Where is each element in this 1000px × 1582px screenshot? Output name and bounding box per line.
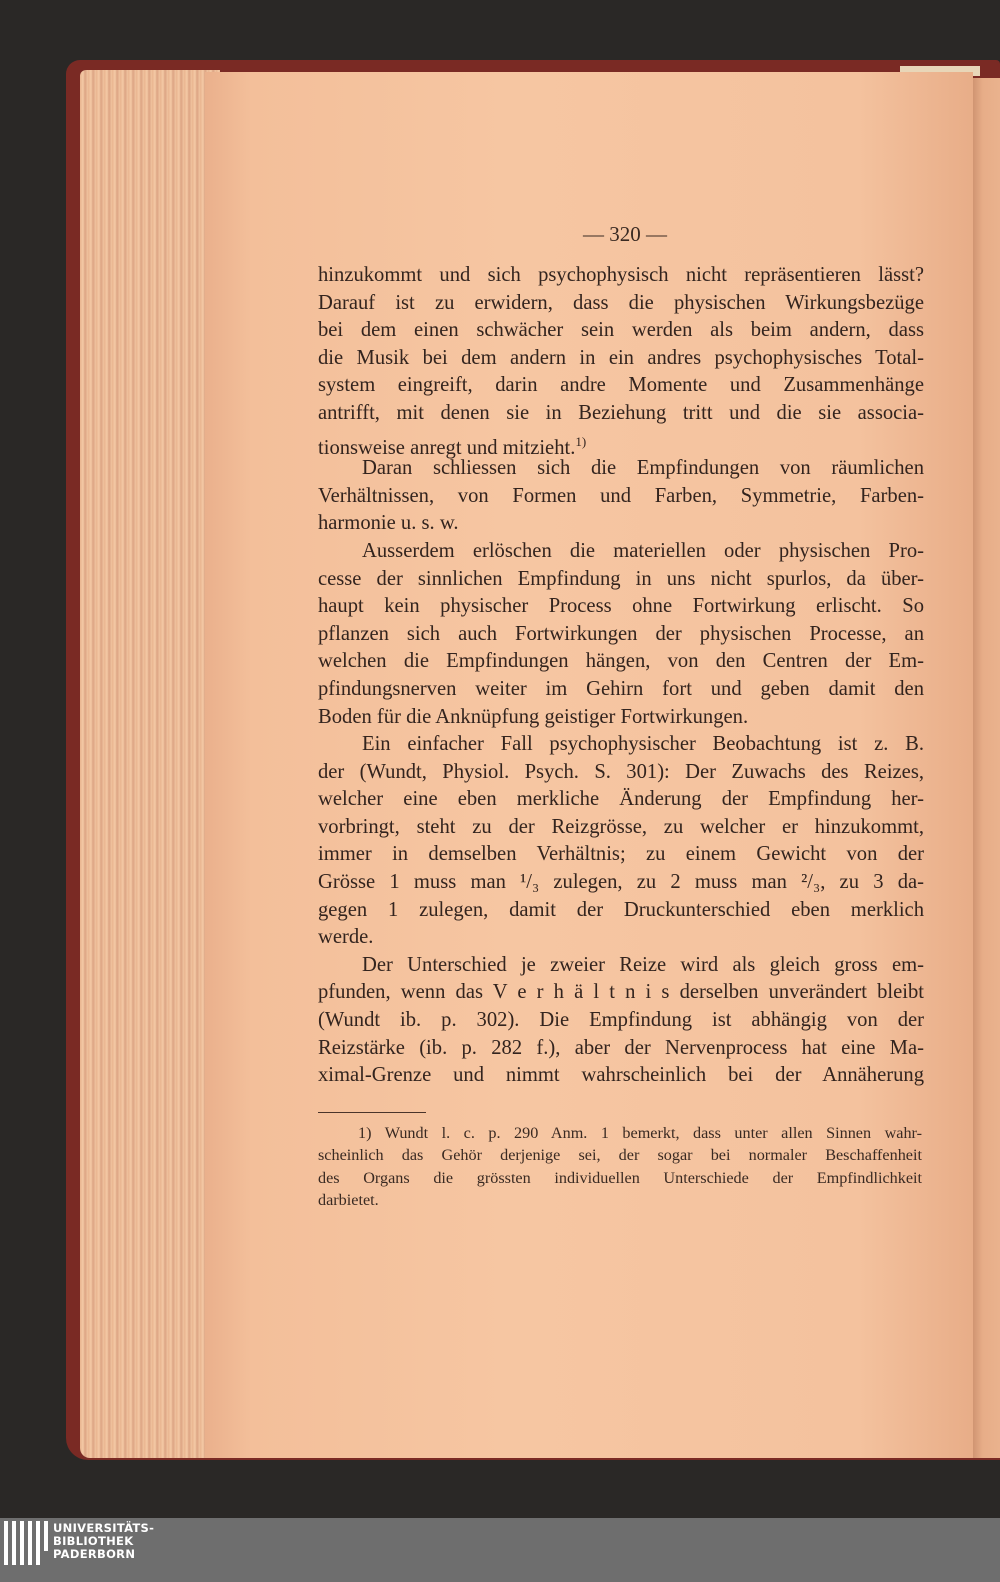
body-line — [318, 290, 924, 318]
body-line — [318, 786, 924, 814]
body-line — [318, 345, 924, 373]
page-stack-edge — [80, 70, 220, 1458]
footnote-line — [318, 1144, 922, 1166]
body-line-text: vorbringt, steht zu der Reizgrösse, zu welcher er hinzukommt, — [318, 815, 924, 838]
body-line — [318, 897, 924, 925]
footnote-marker: 1) — [575, 433, 587, 449]
body-text — [318, 262, 924, 1090]
body-line-text: (Wundt ib. p. 302). Die Empfindung ist abhängig von der — [318, 1009, 924, 1032]
body-line — [318, 1007, 924, 1035]
body-line-text: der (Wundt, Physiol. Psych. S. 301): Der Zuwachs des Reizes, — [318, 760, 924, 783]
body-line-text: werde. — [318, 926, 374, 949]
body-line-text: Boden für die Anknüpfung geistiger Fortwirkungen. — [318, 705, 749, 728]
footnote-rule — [318, 1112, 426, 1113]
body-line — [318, 1035, 924, 1063]
body-line — [318, 510, 924, 538]
body-line — [318, 372, 924, 400]
body-line — [318, 538, 924, 566]
body-line-text: immer in demselben Verhältnis; zu einem Gewicht von der — [318, 843, 924, 866]
page-number: — 320 — — [583, 222, 667, 246]
body-line — [318, 262, 924, 290]
footnote-line-text: des Organs die grössten individuellen Unterschiede der Empfindlichkeit — [318, 1168, 922, 1187]
body-line — [318, 869, 924, 897]
footnote-line — [318, 1167, 922, 1189]
body-line — [318, 952, 924, 980]
body-line-text: Reizstärke (ib. p. 282 f.), aber der Nervenprocess hat eine Ma- — [318, 1036, 924, 1059]
body-line — [318, 621, 924, 649]
body-line — [318, 483, 924, 511]
body-line-text: Grösse 1 muss man ¹/₃ zulegen, zu 2 muss man ²/₃, zu 3 da- — [318, 871, 924, 894]
body-line — [318, 428, 924, 459]
body-line-text: ximal-Grenze und nimmt wahrscheinlich bei der Annäherung — [318, 1064, 924, 1087]
body-line — [318, 731, 924, 759]
body-line-text: tionsweise anregt und mitzieht. — [318, 436, 576, 459]
library-logo-icon — [0, 1521, 60, 1569]
library-logo-text — [53, 1522, 154, 1561]
body-line-text: harmonie u. s. w. — [318, 512, 459, 535]
body-line-text: antrifft, mit denen sie in Beziehung tritt und die sie associa- — [318, 401, 924, 424]
body-line-text: Ausserdem erlöschen die materiellen oder physischen Pro- — [362, 539, 924, 562]
library-logo-line2: BIBLIOTHEK — [53, 1534, 134, 1548]
body-line-text: Darauf ist zu erwidern, dass die physischen Wirkungsbezüge — [318, 291, 924, 314]
body-line-text: cesse der sinnlichen Empfindung in uns nicht spurlos, da über- — [318, 567, 924, 590]
body-line — [318, 317, 924, 345]
body-line-text: gegen 1 zulegen, damit der Druckunterschied eben merklich — [318, 898, 924, 921]
footnote-line-text: scheinlich das Gehör derjenige sei, der sogar bei normaler Beschaffenheit — [318, 1146, 922, 1165]
body-line-text: haupt kein physischer Process ohne Fortwirkung erlischt. So — [318, 595, 924, 618]
body-line-text: pfunden, wenn das V e r h ä l t n i s derselben unverändert bleibt — [318, 981, 924, 1004]
body-line-text: Verhältnissen, von Formen und Farben, Symmetrie, Farben- — [318, 484, 924, 507]
footnote-line-text: 1) Wundt l. c. p. 290 Anm. 1 bemerkt, dass unter allen Sinnen wahr- — [358, 1124, 922, 1142]
body-line-text: Daran schliessen sich die Empfindungen von räumlichen — [362, 457, 924, 480]
body-line — [318, 704, 924, 732]
body-line-text: Ein einfacher Fall psychophysischer Beobachtung ist z. B. — [362, 733, 924, 756]
body-line — [318, 979, 924, 1007]
body-line — [318, 924, 924, 952]
body-line — [318, 648, 924, 676]
library-logo-line1: UNIVERSITÄTS- — [53, 1521, 155, 1535]
body-line-text: pfindungsnerven weiter im Gehirn fort und geben damit den — [318, 677, 924, 700]
body-line-text: hinzukommt und sich psychophysisch nicht repräsentieren lässt? — [318, 264, 924, 286]
body-line — [318, 455, 924, 483]
body-line — [318, 400, 924, 428]
body-line-text: pflanzen sich auch Fortwirkungen der physischen Processe, an — [318, 622, 924, 645]
body-line — [318, 593, 924, 621]
body-line — [318, 676, 924, 704]
footnote-line — [318, 1122, 922, 1144]
body-line-text: welcher eine eben merkliche Änderung der Empfindung her- — [318, 788, 924, 811]
body-line-text: die Musik bei dem andern in ein andres psychophysisches Total- — [318, 346, 924, 369]
body-line — [318, 1062, 924, 1090]
body-line-text: system eingreift, darin andre Momente und Zusammenhänge — [318, 374, 924, 397]
body-line — [318, 841, 924, 869]
body-line-text: bei dem einen schwächer sein werden als beim andern, dass — [318, 319, 924, 342]
footnote-line — [318, 1189, 922, 1211]
library-logo-line3: PADERBORN — [53, 1547, 136, 1561]
body-line — [318, 566, 924, 594]
body-line — [318, 759, 924, 787]
body-line — [318, 814, 924, 842]
body-line-text: welchen die Empfindungen hängen, von den Centren der Em- — [318, 650, 924, 673]
body-line-text: Der Unterschied je zweier Reize wird als gleich gross em- — [362, 953, 924, 976]
footnote-line-text: darbietet. — [318, 1191, 379, 1210]
footnotes — [318, 1122, 922, 1212]
